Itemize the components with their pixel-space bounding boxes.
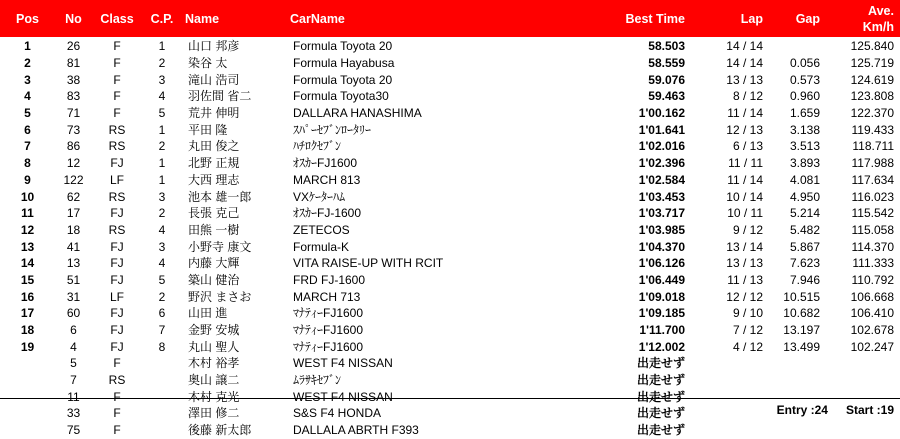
cell-car-name: MARCH 713 <box>293 289 361 304</box>
cell-best-time: 出走せず <box>636 406 685 421</box>
cell-no: 33 <box>66 406 81 421</box>
cell-no: 26 <box>66 39 81 54</box>
cell-gap <box>773 37 826 55</box>
table-row[interactable] <box>0 372 900 389</box>
cell-no: 6 <box>70 323 77 338</box>
cell-car-name: ｵｽｶｰFJ1600 <box>293 156 358 171</box>
cell-lap <box>699 372 773 389</box>
entry-count: Entry :24 <box>776 403 828 417</box>
cell-driver-name: 金野 安城 <box>188 323 240 338</box>
cell-car-name: MARCH 813 <box>293 172 361 187</box>
cell-cp: 2 <box>158 56 166 71</box>
table-row[interactable] <box>0 138 900 155</box>
cell-best-time: 1'03.985 <box>638 222 685 237</box>
cell-driver-name: 山田 進 <box>188 306 228 321</box>
table-row[interactable] <box>0 255 900 272</box>
cell-driver-name: 野沢 まさお <box>188 289 252 304</box>
cell-cp: 1 <box>158 39 166 54</box>
cell-no: 11 <box>67 389 80 404</box>
cell-best-time: 出走せず <box>636 389 685 404</box>
cell-pos: 4 <box>24 89 31 104</box>
cell-class: FJ <box>110 272 124 287</box>
cell-best-time: 59.463 <box>648 89 685 104</box>
cell-no: 41 <box>66 239 81 254</box>
table-row[interactable] <box>0 88 900 105</box>
cell-car-name: WEST F4 NISSAN <box>293 389 393 404</box>
cell-pos: 11 <box>21 206 34 221</box>
cell-lap: 12 / 12 <box>726 289 763 304</box>
cell-avg-speed: 116.023 <box>851 189 894 204</box>
cell-car-name: VXｹｰﾀｰﾊﾑ <box>293 189 346 204</box>
cell-pos: 3 <box>24 72 31 87</box>
table-row[interactable] <box>0 121 900 138</box>
cell-best-time: 1'04.370 <box>638 239 685 254</box>
cell-car-name: FRD FJ-1600 <box>293 272 366 287</box>
cell-lap: 14 / 14 <box>726 39 763 54</box>
cell-pos: 16 <box>20 289 35 304</box>
cell-gap: 0.573 <box>789 72 820 87</box>
cell-no: 122 <box>63 172 84 187</box>
cell-class: F <box>113 89 121 104</box>
cell-driver-name: 奥山 譲二 <box>188 373 240 388</box>
cell-class: FJ <box>110 239 124 254</box>
cell-class: RS <box>108 189 126 204</box>
cell-class: F <box>113 406 121 421</box>
cell-driver-name: 山口 邦彦 <box>188 39 240 54</box>
cell-car-name: ﾏﾅﾃｨｰFJ1600 <box>293 306 364 321</box>
header-class[interactable]: Class <box>92 0 142 37</box>
header-cp[interactable]: C.P. <box>142 0 182 37</box>
cell-class: F <box>113 106 121 121</box>
cell-no: 4 <box>70 339 77 354</box>
cell-cp: 3 <box>158 189 166 204</box>
cell-driver-name: 澤田 修二 <box>188 406 240 421</box>
cell-driver-name: 羽佐間 省二 <box>188 89 252 104</box>
table-row[interactable] <box>0 238 900 255</box>
cell-class: F <box>113 56 121 71</box>
cell-cp <box>142 355 182 372</box>
cell-no: 62 <box>66 189 81 204</box>
cell-no: 83 <box>66 89 81 104</box>
cell-pos: 13 <box>20 239 35 254</box>
cell-lap <box>699 355 773 372</box>
cell-class: RS <box>108 373 126 388</box>
cell-pos: 19 <box>20 339 35 354</box>
cell-car-name: ZETECOS <box>293 222 350 237</box>
cell-avg-speed <box>826 372 900 389</box>
cell-gap: 3.893 <box>789 156 820 171</box>
cell-driver-name: 丸田 俊之 <box>188 139 240 154</box>
cell-cp: 4 <box>158 256 166 271</box>
cell-class: LF <box>109 289 124 304</box>
cell-car-name: Formula Toyota 20 <box>293 72 393 87</box>
cell-cp <box>142 422 182 439</box>
cell-lap: 11 / 11 <box>728 156 763 171</box>
cell-avg-speed: 115.058 <box>851 222 894 237</box>
header-speed[interactable] <box>826 0 900 37</box>
cell-car-name: ﾏﾅﾃｨｰFJ1600 <box>293 323 364 338</box>
cell-pos: 2 <box>24 56 31 71</box>
cell-gap: 7.946 <box>789 272 820 287</box>
table-row[interactable] <box>0 71 900 88</box>
cell-avg-speed: 123.808 <box>850 89 894 104</box>
cell-driver-name: 池本 雄一郎 <box>188 189 252 204</box>
table-row[interactable] <box>0 155 900 172</box>
cell-no: 13 <box>66 256 81 271</box>
cell-driver-name: 滝山 浩司 <box>188 72 240 87</box>
cell-gap: 5.867 <box>789 239 820 254</box>
table-row[interactable] <box>0 188 900 205</box>
header-speed-line2: Km/h <box>862 19 894 34</box>
cell-driver-name: 染谷 太 <box>188 56 228 71</box>
start-count: Start :19 <box>845 403 894 417</box>
cell-no: 81 <box>66 56 81 71</box>
cell-driver-name: 築山 健治 <box>188 272 240 287</box>
cell-avg-speed <box>826 422 900 439</box>
cell-car-name: WEST F4 NISSAN <box>293 356 393 371</box>
cell-lap: 8 / 12 <box>732 89 763 104</box>
cell-gap: 4.950 <box>789 189 820 204</box>
cell-lap: 10 / 11 <box>727 206 763 221</box>
table-row[interactable] <box>0 338 900 355</box>
header-speed-line1: Ave. <box>868 3 894 18</box>
cell-best-time: 1'03.453 <box>638 189 685 204</box>
cell-avg-speed: 118.711 <box>852 139 894 154</box>
cell-lap: 4 / 12 <box>732 339 763 354</box>
cell-lap: 9 / 10 <box>732 306 763 321</box>
cell-driver-name: 丸山 聖人 <box>188 339 240 354</box>
cell-avg-speed: 111.333 <box>852 256 894 271</box>
cell-lap: 6 / 13 <box>732 139 763 154</box>
cell-class: FJ <box>110 256 124 271</box>
cell-avg-speed: 115.542 <box>851 206 894 221</box>
cell-no: 51 <box>66 272 81 287</box>
cell-cp: 2 <box>158 206 166 221</box>
table-row[interactable] <box>0 322 900 339</box>
cell-cp: 1 <box>158 122 166 137</box>
cell-gap: 0.056 <box>789 56 820 71</box>
cell-driver-name: 内藤 大輝 <box>188 256 240 271</box>
cell-lap: 12 / 13 <box>726 122 763 137</box>
cell-no: 12 <box>66 156 81 171</box>
cell-lap: 9 / 12 <box>732 222 763 237</box>
header-row <box>0 0 900 37</box>
cell-pos: 10 <box>20 189 35 204</box>
cell-avg-speed: 119.433 <box>851 122 894 137</box>
cell-driver-name: 北野 正規 <box>188 156 240 171</box>
cell-pos: 17 <box>20 306 35 321</box>
cell-lap: 13 / 13 <box>726 72 763 87</box>
cell-driver-name: 木村 克光 <box>188 389 240 404</box>
cell-no: 7 <box>70 373 77 388</box>
cell-class: FJ <box>110 206 124 221</box>
cell-class: F <box>113 423 121 438</box>
cell-lap: 14 / 14 <box>726 56 763 71</box>
cell-pos: 8 <box>24 156 31 171</box>
cell-no: 71 <box>66 106 81 121</box>
table-row[interactable] <box>0 272 900 289</box>
cell-avg-speed <box>826 355 900 372</box>
cell-best-time: 1'11.700 <box>639 323 685 338</box>
header-no[interactable]: No <box>55 0 92 37</box>
cell-car-name: Formula Toyota 20 <box>293 39 393 54</box>
cell-best-time: 1'02.396 <box>638 156 685 171</box>
cell-cp: 1 <box>158 156 166 171</box>
cell-cp: 2 <box>158 289 166 304</box>
cell-avg-speed: 102.678 <box>850 323 894 338</box>
cell-avg-speed: 125.719 <box>850 56 894 71</box>
cell-lap: 10 / 14 <box>726 189 763 204</box>
cell-best-time: 58.503 <box>648 39 685 54</box>
cell-gap <box>773 372 826 389</box>
header-name[interactable]: Name <box>182 0 287 37</box>
cell-gap: 3.513 <box>789 139 820 154</box>
cell-car-name: Formula Toyota30 <box>293 89 389 104</box>
cell-best-time: 1'09.185 <box>638 306 685 321</box>
cell-cp: 3 <box>158 72 166 87</box>
cell-no: 73 <box>66 122 81 137</box>
cell-best-time: 1'02.584 <box>638 172 685 187</box>
table-row[interactable] <box>0 305 900 322</box>
table-row[interactable] <box>0 172 900 189</box>
table-row[interactable] <box>0 37 900 55</box>
cell-class: F <box>113 356 121 371</box>
cell-driver-name: 小野寺 康文 <box>188 239 252 254</box>
cell-best-time: 59.076 <box>648 72 685 87</box>
cell-pos: 12 <box>20 222 35 237</box>
cell-car-name: Formula-K <box>293 239 350 254</box>
cell-car-name: DALLARA HANASHIMA <box>293 106 422 121</box>
cell-pos: 5 <box>24 106 31 121</box>
cell-gap: 0.960 <box>789 89 820 104</box>
cell-driver-name: 長張 克己 <box>188 206 240 221</box>
cell-driver-name: 後藤 新太郎 <box>188 423 252 438</box>
cell-car-name: S&S F4 HONDA <box>293 406 382 421</box>
cell-best-time: 1'00.162 <box>638 106 685 121</box>
cell-avg-speed: 124.619 <box>850 72 894 87</box>
cell-car-name: ﾑﾗｻｷｾﾌﾞﾝ <box>293 373 342 388</box>
cell-pos: 9 <box>24 172 31 187</box>
cell-gap: 13.499 <box>783 339 820 354</box>
header-gap[interactable]: Gap <box>773 0 826 37</box>
cell-gap: 10.682 <box>783 306 820 321</box>
cell-driver-name: 荒井 伸明 <box>188 106 240 121</box>
cell-lap: 13 / 14 <box>726 239 763 254</box>
cell-no: 18 <box>66 222 81 237</box>
cell-cp: 3 <box>158 239 166 254</box>
cell-cp: 1 <box>158 172 166 187</box>
table-row[interactable] <box>0 55 900 72</box>
cell-driver-name: 田熊 一樹 <box>188 222 240 237</box>
table-row[interactable] <box>0 105 900 122</box>
cell-cp: 4 <box>158 222 166 237</box>
cell-best-time: 出走せず <box>636 356 685 371</box>
cell-lap: 11 / 14 <box>727 106 763 121</box>
cell-no: 86 <box>66 139 81 154</box>
cell-best-time: 58.559 <box>648 56 685 71</box>
cell-best-time: 1'01.641 <box>638 122 685 137</box>
cell-class: F <box>113 389 121 404</box>
cell-pos <box>0 422 55 439</box>
cell-best-time: 1'03.717 <box>638 206 685 221</box>
cell-avg-speed: 117.988 <box>851 156 894 171</box>
cell-best-time: 1'09.018 <box>638 289 685 304</box>
cell-no: 75 <box>66 423 81 438</box>
cell-no: 17 <box>66 206 81 221</box>
cell-cp: 8 <box>158 339 166 354</box>
cell-class: FJ <box>110 156 124 171</box>
cell-cp <box>142 372 182 389</box>
cell-gap: 7.623 <box>789 256 820 271</box>
cell-gap: 5.482 <box>789 222 820 237</box>
cell-cp: 4 <box>158 89 166 104</box>
cell-class: RS <box>108 139 126 154</box>
cell-pos <box>0 355 55 372</box>
cell-class: RS <box>108 122 126 137</box>
cell-avg-speed: 110.792 <box>851 272 894 287</box>
cell-no: 5 <box>70 356 77 371</box>
header-car[interactable]: CarName <box>287 0 547 37</box>
cell-avg-speed: 125.840 <box>850 39 894 54</box>
table-row[interactable] <box>0 288 900 305</box>
cell-class: FJ <box>110 339 124 354</box>
cell-best-time: 1'02.016 <box>638 139 685 154</box>
cell-class: FJ <box>110 323 124 338</box>
results-body <box>0 37 900 439</box>
cell-gap: 5.214 <box>789 206 820 221</box>
cell-avg-speed: 122.370 <box>850 106 894 121</box>
cell-gap: 13.197 <box>783 323 820 338</box>
cell-pos: 18 <box>20 323 35 338</box>
cell-class: LF <box>109 172 124 187</box>
cell-driver-name: 平田 隆 <box>188 122 228 137</box>
cell-car-name: ｵｽｶｰFJ-1600 <box>293 206 362 221</box>
cell-driver-name: 木村 裕孝 <box>188 356 240 371</box>
header-best-time[interactable]: Best Time <box>547 0 699 37</box>
cell-class: RS <box>108 222 126 237</box>
cell-class: FJ <box>110 306 124 321</box>
footer-summary <box>0 398 900 421</box>
cell-best-time: 出走せず <box>636 423 685 438</box>
table-row[interactable] <box>0 222 900 239</box>
cell-lap: 7 / 12 <box>732 323 763 338</box>
cell-gap <box>773 355 826 372</box>
table-row[interactable] <box>0 355 900 372</box>
header-pos[interactable]: Pos <box>0 0 55 37</box>
cell-class: F <box>113 39 121 54</box>
cell-cp: 6 <box>158 306 166 321</box>
cell-gap: 3.138 <box>789 122 820 137</box>
cell-no: 31 <box>66 289 81 304</box>
cell-avg-speed: 117.634 <box>851 172 894 187</box>
cell-driver-name: 大西 理志 <box>188 172 240 187</box>
cell-avg-speed: 114.370 <box>851 239 894 254</box>
cell-cp: 5 <box>158 272 166 287</box>
cell-cp: 2 <box>158 139 166 154</box>
cell-lap: 11 / 13 <box>727 272 763 287</box>
header-lap[interactable]: Lap <box>699 0 773 37</box>
cell-pos: 1 <box>24 39 31 54</box>
cell-no: 38 <box>66 72 81 87</box>
cell-best-time: 出走せず <box>636 373 685 388</box>
cell-lap: 13 / 13 <box>726 256 763 271</box>
cell-gap <box>773 422 826 439</box>
cell-cp: 5 <box>158 106 166 121</box>
table-row[interactable] <box>0 422 900 439</box>
cell-pos: 7 <box>24 139 31 154</box>
cell-gap: 4.081 <box>789 172 820 187</box>
cell-pos <box>0 372 55 389</box>
cell-car-name: ｽﾊﾟｰｾﾌﾞﾝﾛｰﾀﾘｰ <box>293 122 372 137</box>
cell-best-time: 1'06.449 <box>638 272 685 287</box>
cell-no: 60 <box>66 306 81 321</box>
cell-cp: 7 <box>158 323 166 338</box>
cell-car-name: ﾊﾁﾛｸｾﾌﾞﾝ <box>293 139 342 154</box>
cell-avg-speed: 102.247 <box>850 339 894 354</box>
cell-avg-speed: 106.668 <box>850 289 894 304</box>
cell-class: F <box>113 72 121 87</box>
cell-pos: 6 <box>24 122 31 137</box>
cell-lap: 11 / 14 <box>727 172 763 187</box>
table-row[interactable] <box>0 205 900 222</box>
cell-gap: 10.515 <box>783 289 820 304</box>
cell-avg-speed: 106.410 <box>850 306 894 321</box>
cell-lap <box>699 422 773 439</box>
cell-best-time: 1'06.126 <box>638 256 685 271</box>
cell-gap: 1.659 <box>789 106 820 121</box>
cell-car-name: DALLALA ABRTH F393 <box>293 423 419 438</box>
cell-best-time: 1'12.002 <box>638 339 685 354</box>
cell-car-name: Formula Hayabusa <box>293 56 395 71</box>
cell-car-name: VITA RAISE-UP WITH RCIT <box>293 256 444 271</box>
cell-pos: 14 <box>20 256 35 271</box>
cell-pos: 15 <box>20 272 35 287</box>
cell-car-name: ﾏﾅﾃｨｰFJ1600 <box>293 339 364 354</box>
